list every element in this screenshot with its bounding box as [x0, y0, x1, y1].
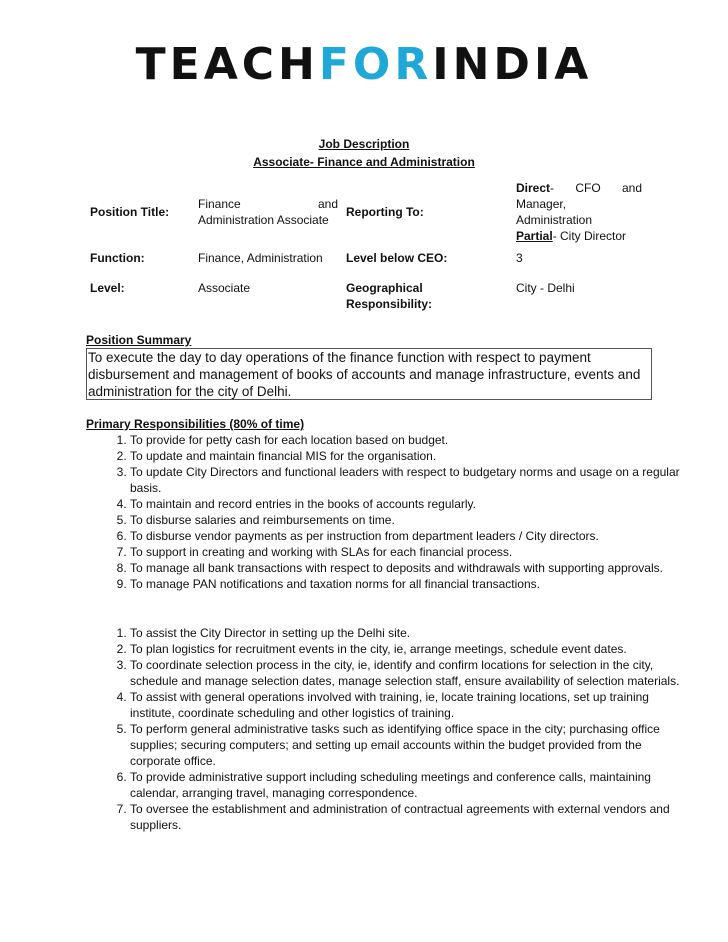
geo-responsibility-value: City - Delhi: [516, 281, 575, 295]
doc-title: Job Description: [318, 137, 410, 151]
reporting-partial-label: Partial: [516, 229, 553, 243]
position-summary-box: To execute the day to day operations of the finance function with respect to payment disbursement and management of books of accounts and manage infrastructure, events and administration for the city of Delhi.: [86, 348, 652, 400]
secondary-responsibility-item: 6. To provide administrative support including scheduling meetings and conference calls, maintaining calendar, arranging travel, managing correspondence.: [130, 769, 690, 801]
secondary-responsibilities-list: [86, 625, 690, 833]
document-titles: [0, 135, 728, 171]
level-below-ceo-label: Level below CEO:: [346, 251, 448, 265]
primary-responsibility-item: 8. To manage all bank transactions with respect to deposits and withdrawals with supporting approvals.: [130, 560, 690, 576]
position-info-table: [86, 180, 646, 312]
primary-responsibility-item: 6. To disburse vendor payments as per instruction from department leaders / City directors.: [130, 528, 690, 544]
primary-responsibility-item: 5. To disburse salaries and reimbursements on time.: [130, 512, 690, 528]
reporting-direct-line2: Manager,: [516, 197, 567, 211]
secondary-responsibility-item: 4. To assist with general operations involved with training, ie, locate training locations, set up training institute, coordinate scheduling and other logistics of training.: [130, 689, 690, 721]
reporting-partial: [516, 228, 642, 244]
primary-responsibilities-heading: Primary Responsibilities (80% of time): [86, 417, 305, 431]
level-label: Level:: [90, 281, 125, 295]
primary-responsibility-item: 2. To update and maintain financial MIS for the organisation.: [130, 448, 690, 464]
primary-responsibilities-list: [86, 432, 690, 592]
logo-part-india: INDIA: [432, 39, 593, 90]
secondary-responsibility-item: 1. To assist the City Director in setting up the Delhi site.: [130, 625, 690, 641]
level-below-ceo-value: 3: [516, 251, 523, 265]
secondary-responsibility-item: 3. To coordinate selection process in the city, ie, identify and confirm locations for selection in the city, schedule and manage selection dates, manage selection staff, ensure availability of selection materials.: [130, 657, 690, 689]
geo-responsibility-label: Geographical Responsibility:: [346, 281, 433, 311]
secondary-responsibility-item: 2. To plan logistics for recruitment events in the city, ie, arrange meetings, schedule event dates.: [130, 641, 690, 657]
reporting-partial-value: - City Director: [552, 229, 627, 243]
primary-responsibility-item: 7. To support in creating and working with SLAs for each financial process.: [130, 544, 690, 560]
reporting-direct-value: - CFO and: [550, 181, 642, 195]
primary-responsibility-item: 9. To manage PAN notifications and taxation norms for all financial transactions.: [130, 576, 690, 592]
reporting-to-value: [512, 180, 646, 244]
doc-subtitle: Associate- Finance and Administration: [253, 155, 475, 169]
secondary-responsibility-item: 5. To perform general administrative tasks such as identifying office space in the city; purchasing office supplies; securing computers; and setting up email accounts within the budget provided from the corporate office.: [130, 721, 690, 769]
function-label: Function:: [90, 251, 145, 265]
reporting-direct: [516, 180, 642, 196]
position-title-value: [194, 180, 342, 244]
reporting-direct-label: Direct: [516, 181, 551, 195]
reporting-direct-line3: Administration: [516, 213, 593, 227]
logo-part-teach: TEACH: [135, 39, 319, 90]
primary-responsibility-item: 4. To maintain and record entries in the books of accounts regularly.: [130, 496, 690, 512]
function-value: Finance, Administration: [198, 251, 323, 265]
teach-for-india-logo: [0, 40, 728, 90]
secondary-responsibility-item: 7. To oversee the establishment and administration of contractual agreements with external vendors and suppliers.: [130, 801, 690, 833]
position-title-label: Position Title:: [90, 205, 170, 219]
level-value: Associate: [198, 281, 251, 295]
reporting-to-label: Reporting To:: [346, 205, 424, 219]
primary-responsibility-item: 3. To update City Directors and functional leaders with respect to budgetary norms and usage on a regular basis.: [130, 464, 690, 496]
primary-responsibility-item: 1. To provide for petty cash for each location based on budget.: [130, 432, 690, 448]
position-summary-heading: Position Summary: [86, 333, 192, 347]
position-title-line2: Administration Associate: [198, 213, 329, 227]
position-title-line1: Finance and: [198, 197, 338, 211]
logo-part-for: FOR: [318, 39, 433, 90]
